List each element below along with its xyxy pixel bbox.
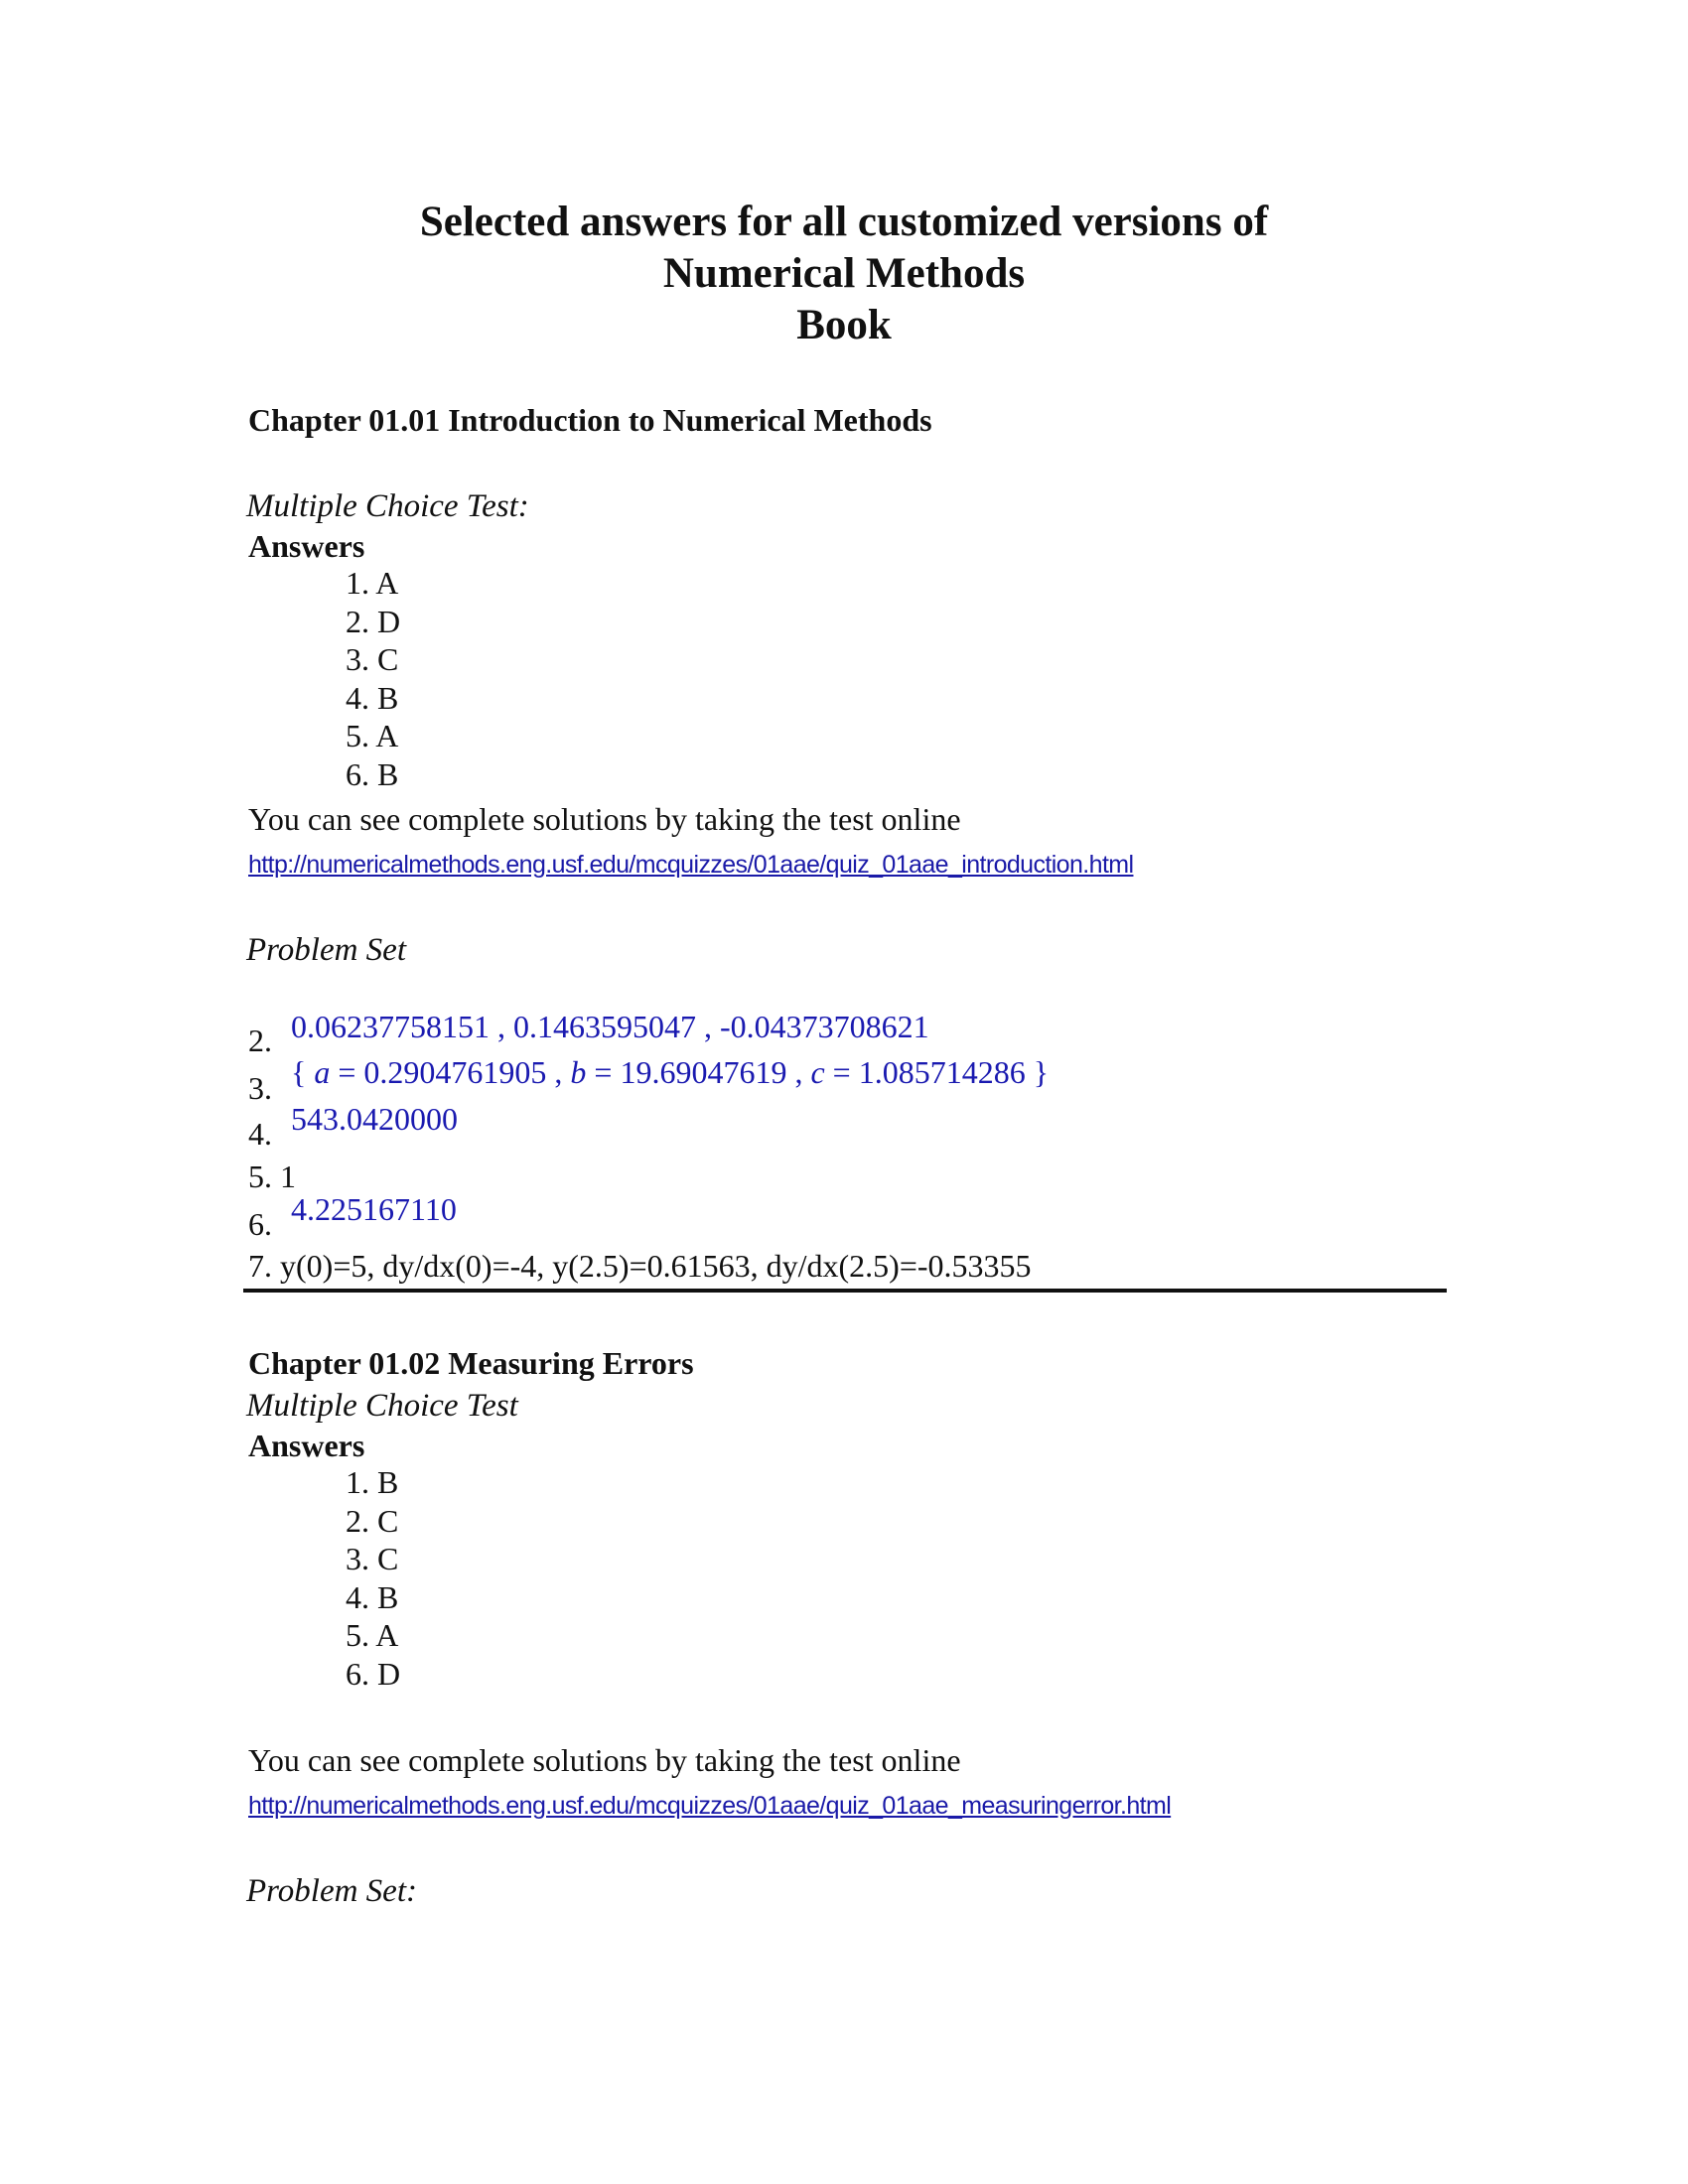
chapter-1-quiz-link[interactable]: http://numericalmethods.eng.usf.edu/mcquizzes/01aae/quiz_01aae_introduction.html <box>248 851 1134 879</box>
answer-item: 1. B <box>346 1464 399 1500</box>
answer-item: 3. C <box>346 641 399 677</box>
chapter-1-answers-label: Answers <box>248 528 365 564</box>
answer-item: 6. D <box>346 1655 401 1692</box>
problem-answer: 4.225167110 <box>291 1191 457 1227</box>
document-title-line-2: Numerical Methods <box>662 250 1026 297</box>
problem-answer: 543.0420000 <box>291 1101 458 1137</box>
chapter-1-problem-set-label: Problem Set <box>246 932 406 968</box>
chapter-2-quiz-link[interactable]: http://numericalmethods.eng.usf.edu/mcquizzes/01aae/quiz_01aae_measuringerror.html <box>248 1792 1172 1820</box>
chapter-2-answer-list <box>346 1463 400 1693</box>
problem-answer: { a = 0.2904761905 , b = 19.69047619 , c = 1.085714286 } <box>291 1054 1050 1090</box>
chapter-2-solutions-text: You can see complete solutions by taking the test online <box>248 1742 961 1778</box>
chapter-1-heading: Chapter 01.01 Introduction to Numerical Methods <box>248 402 932 438</box>
problem-number: 4. <box>248 1116 272 1152</box>
answer-item: 3. C <box>346 1541 399 1576</box>
problem-number: 2. <box>248 1023 272 1058</box>
problem-answer: 0.06237758151 , 0.1463595047 , -0.04373708621 <box>291 1009 929 1044</box>
problem-number: 5. 1 <box>248 1159 296 1194</box>
chapter-2-problem-set-label: Problem Set: <box>246 1873 417 1909</box>
document-title-line-3: Book <box>796 302 892 348</box>
chapter-1-solutions-text: You can see complete solutions by taking the test online <box>248 801 961 837</box>
problem-number: 3. <box>248 1070 272 1106</box>
answer-item: 4. B <box>346 679 399 716</box>
answer-item: 2. C <box>346 1502 399 1539</box>
answer-item: 5. A <box>346 1617 399 1653</box>
chapter-1-mcq-label: Multiple Choice Test: <box>246 488 529 524</box>
problem-number: 6. <box>248 1206 272 1242</box>
answer-item: 1. A <box>346 565 399 601</box>
chapter-2-heading: Chapter 01.02 Measuring Errors <box>248 1345 694 1381</box>
section-divider <box>243 1289 1447 1293</box>
answer-item: 5. A <box>346 718 399 753</box>
chapter-2-answers-label: Answers <box>248 1428 365 1463</box>
answer-item: 6. B <box>346 755 399 792</box>
document-title-line-1: Selected answers for all customized versions of <box>419 199 1269 245</box>
chapter-2-mcq-label: Multiple Choice Test <box>246 1388 518 1424</box>
chapter-1-answer-list <box>346 564 400 793</box>
answer-item: 4. B <box>346 1578 399 1615</box>
answer-item: 2. D <box>346 603 401 639</box>
problem-number: 7. y(0)=5, dy/dx(0)=-4, y(2.5)=0.61563, dy/dx(2.5)=-0.53355 <box>248 1248 1032 1284</box>
